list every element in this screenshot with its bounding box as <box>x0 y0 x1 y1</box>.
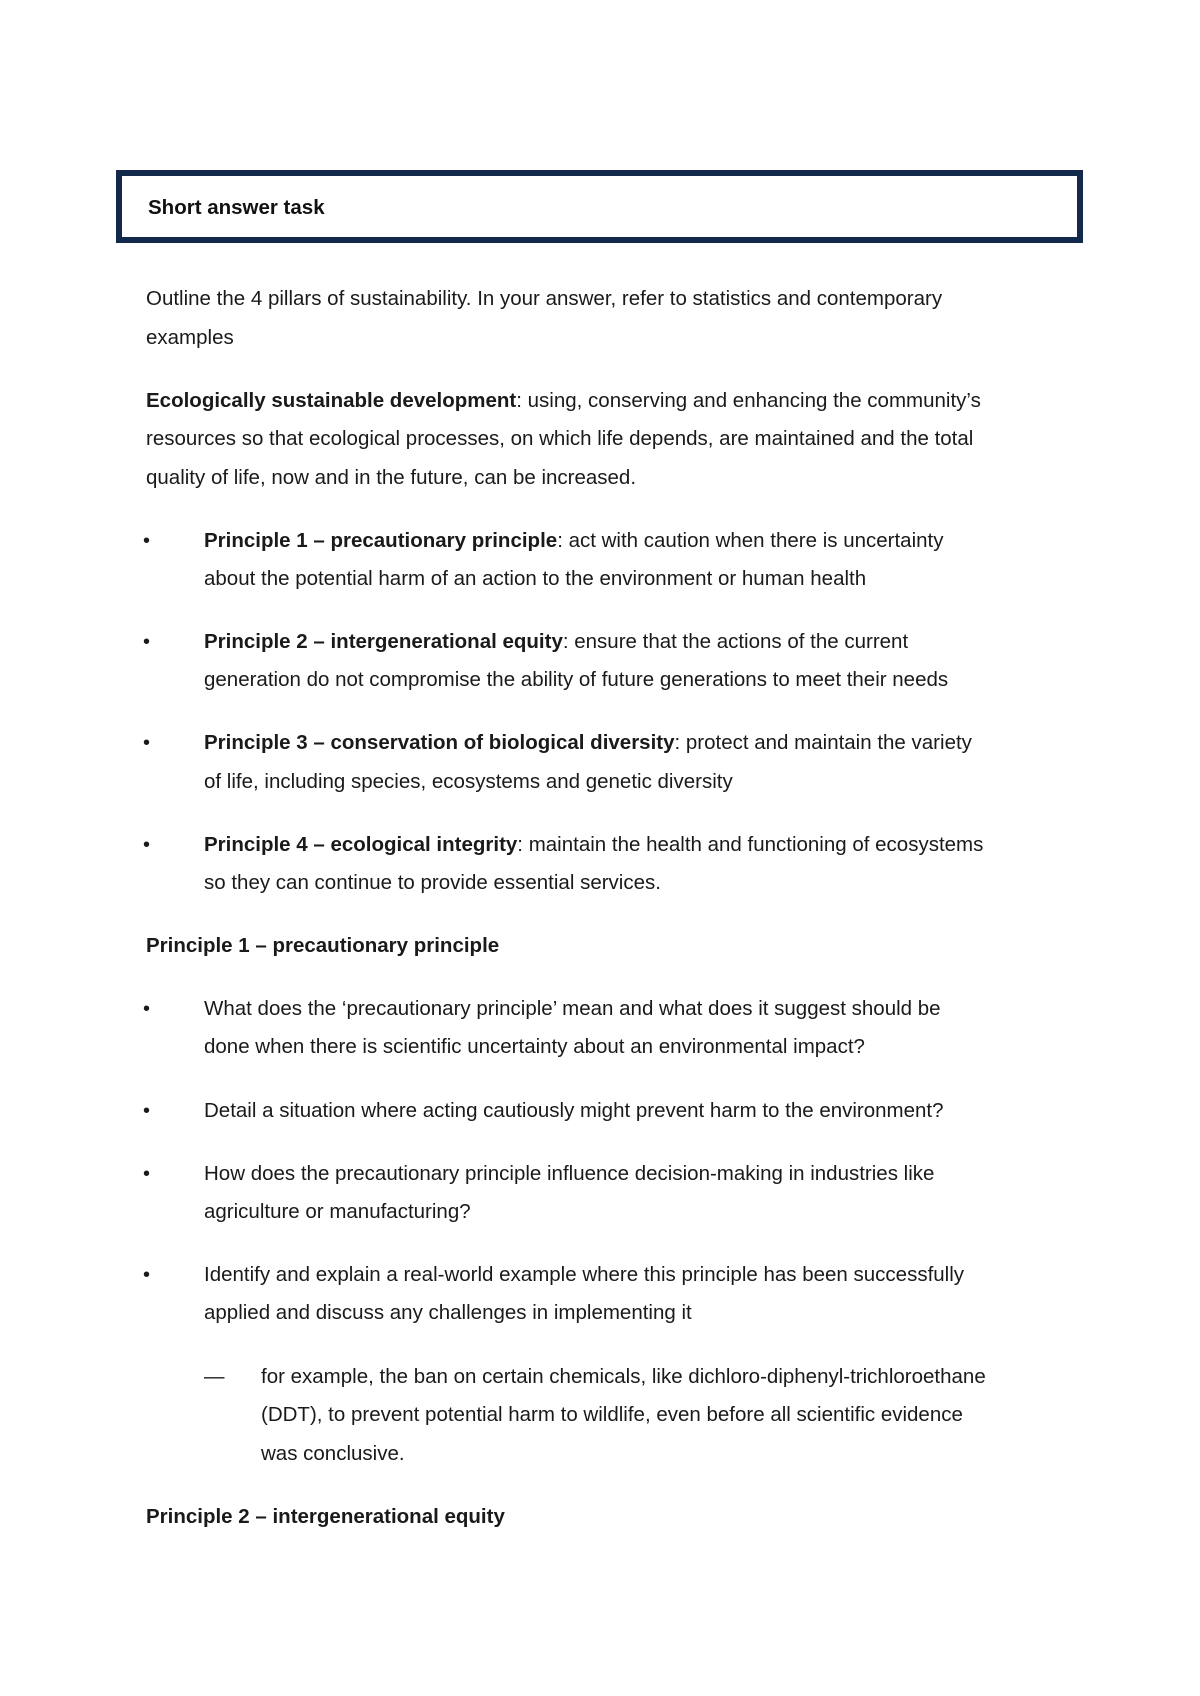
bullet-icon: • <box>143 530 151 552</box>
principle-3-line-1 <box>204 731 972 755</box>
esd-line-2: resources so that ecological processes, on which life depends, are maintained and the total <box>146 427 974 450</box>
example-line-1: for example, the ban on certain chemicals, like dichloro-diphenyl-trichloroethane <box>261 1365 986 1388</box>
section-1-q2-line-1: Detail a situation where acting cautiously might prevent harm to the environment? <box>204 1099 944 1122</box>
principle-1-rest: : act with caution when there is uncertainty <box>557 529 944 552</box>
bullet-icon: • <box>143 1100 151 1122</box>
bullet-icon: • <box>143 732 151 754</box>
principle-4-term: Principle 4 – ecological integrity <box>204 833 518 856</box>
bullet-icon: • <box>143 631 151 653</box>
principle-1-line-2: about the potential harm of an action to the environment or human health <box>204 567 867 590</box>
principle-3-line-2: of life, including species, ecosystems and genetic diversity <box>204 770 733 793</box>
principle-2-line-1 <box>204 630 908 654</box>
example-line-2: (DDT), to prevent potential harm to wildlife, even before all scientific evidence <box>261 1403 963 1426</box>
dash-icon: — <box>204 1365 225 1388</box>
principle-2-line-2: generation do not compromise the ability of future generations to meet their needs <box>204 668 949 691</box>
section-1-q4-line-1: Identify and explain a real-world example where this principle has been successfully <box>204 1263 965 1286</box>
esd-line-3: quality of life, now and in the future, can be increased. <box>146 466 637 489</box>
section-1-q3-line-1: How does the precautionary principle influence decision-making in industries like <box>204 1162 935 1185</box>
section-1-q3-line-2: agriculture or manufacturing? <box>204 1200 471 1223</box>
question-line-1: Outline the 4 pillars of sustainability. In your answer, refer to statistics and contemporary <box>146 287 943 310</box>
principle-4-line-1 <box>204 833 983 857</box>
principle-4-rest: : maintain the health and functioning of ecosystems <box>517 833 984 856</box>
bullet-icon: • <box>143 834 151 856</box>
principle-2-rest: : ensure that the actions of the current <box>562 630 909 653</box>
example-line-3: was conclusive. <box>261 1442 405 1465</box>
section-2-heading: Principle 2 – intergenerational equity <box>146 1505 505 1528</box>
principle-4-line-2: so they can continue to provide essential services. <box>204 871 661 894</box>
esd-term: Ecologically sustainable development <box>146 389 517 412</box>
section-1-heading: Principle 1 – precautionary principle <box>146 934 500 957</box>
task-box <box>116 170 1083 243</box>
esd-line-1-rest: : using, conserving and enhancing the community’s <box>516 389 981 412</box>
section-1-q1-line-1: What does the ‘precautionary principle’ mean and what does it suggest should be <box>204 997 941 1020</box>
bullet-icon: • <box>143 998 151 1020</box>
principle-3-term: Principle 3 – conservation of biological diversity <box>204 731 675 754</box>
bullet-icon: • <box>143 1264 151 1286</box>
principle-1-term: Principle 1 – precautionary principle <box>204 529 558 552</box>
principle-3-rest: : protect and maintain the variety <box>674 731 972 754</box>
principle-1-line-1 <box>204 529 943 553</box>
bullet-icon: • <box>143 1163 151 1185</box>
esd-line-1 <box>146 389 981 413</box>
section-1-q4-line-2: applied and discuss any challenges in implementing it <box>204 1301 692 1324</box>
question-line-2: examples <box>146 326 234 349</box>
section-1-q1-line-2: done when there is scientific uncertainty about an environmental impact? <box>204 1035 865 1058</box>
task-title: Short answer task <box>148 196 325 219</box>
principle-2-term: Principle 2 – intergenerational equity <box>204 630 563 653</box>
